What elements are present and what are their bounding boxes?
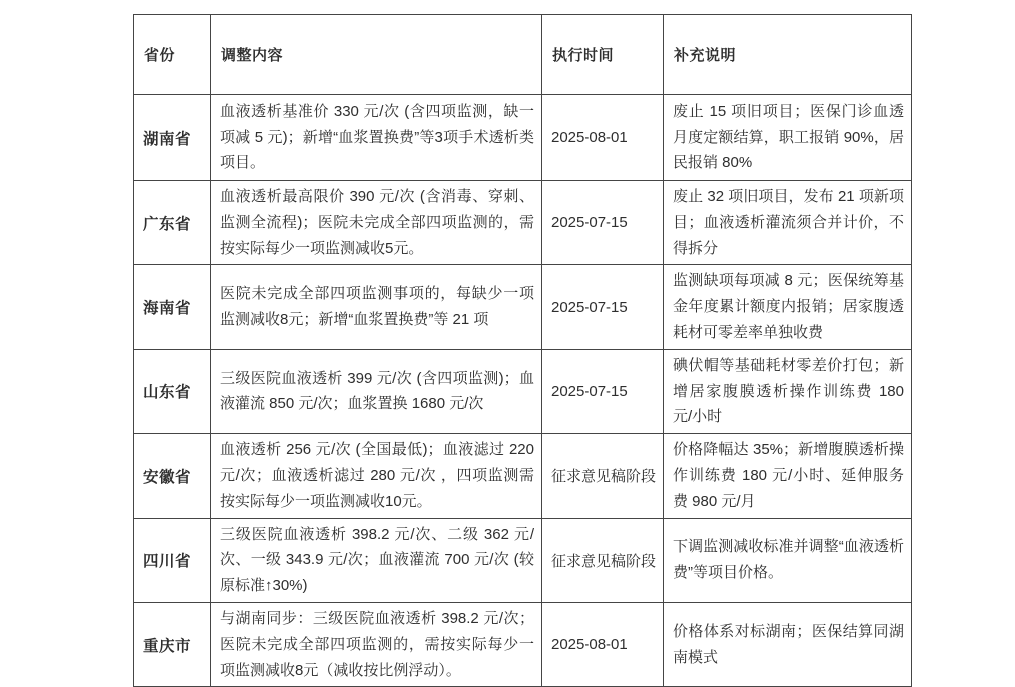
adjustment-content-cell: 与湖南同步：三级医院血液透析 398.2 元/次；医院未完成全部四项监测的，需按实际每少一项监测减收8元（减收按比例浮动）。 (211, 602, 542, 686)
dialysis-price-table-container (133, 14, 912, 687)
column-header-supplement-notes: 补充说明 (664, 15, 912, 95)
supplement-notes-cell: 废止 32 项旧项目，发布 21 项新项目；血液透析灌流须合并计价，不得拆分 (664, 181, 912, 265)
table-row (134, 181, 912, 265)
execution-time-cell: 2025-08-01 (542, 95, 664, 181)
supplement-notes-cell: 监测缺项每项减 8 元；医保统筹基金年度累计额度内报销；居家腹透耗材可零差率单独收费 (664, 265, 912, 349)
province-cell: 四川省 (134, 518, 211, 602)
execution-time-cell: 2025-07-15 (542, 349, 664, 433)
dialysis-price-table (133, 14, 912, 687)
execution-time-cell: 2025-07-15 (542, 181, 664, 265)
header-row (134, 15, 912, 95)
table-row (134, 265, 912, 349)
table-row (134, 434, 912, 518)
column-header-province: 省份 (134, 15, 211, 95)
province-cell: 山东省 (134, 349, 211, 433)
table-row (134, 602, 912, 686)
column-header-adjustment-content: 调整内容 (211, 15, 542, 95)
province-cell: 安徽省 (134, 434, 211, 518)
adjustment-content-cell: 三级医院血液透析 399 元/次 (含四项监测)；血液灌流 850 元/次；血浆置换 1680 元/次 (211, 349, 542, 433)
execution-time-cell: 2025-08-01 (542, 602, 664, 686)
supplement-notes-cell: 价格降幅达 35%；新增腹膜透析操作训练费 180 元/小时、延伸服务费 980 元/月 (664, 434, 912, 518)
province-cell: 湖南省 (134, 95, 211, 181)
supplement-notes-cell: 价格体系对标湖南；医保结算同湖南模式 (664, 602, 912, 686)
adjustment-content-cell: 血液透析最高限价 390 元/次 (含消毒、穿刺、监测全流程)；医院未完成全部四项监测的，需按实际每少一项监测减收5元。 (211, 181, 542, 265)
table-row (134, 95, 912, 181)
execution-time-cell: 征求意见稿阶段 (542, 518, 664, 602)
province-cell: 海南省 (134, 265, 211, 349)
execution-time-cell: 2025-07-15 (542, 265, 664, 349)
adjustment-content-cell: 三级医院血液透析 398.2 元/次、二级 362 元/次、一级 343.9 元/次；血液灌流 700 元/次 (较原标准↑30%) (211, 518, 542, 602)
adjustment-content-cell: 医院未完成全部四项监测事项的，每缺少一项监测减收8元；新增“血浆置换费”等 21 项 (211, 265, 542, 349)
table-row (134, 518, 912, 602)
supplement-notes-cell: 下调监测减收标准并调整“血液透析费”等项目价格。 (664, 518, 912, 602)
table-row (134, 349, 912, 433)
province-cell: 广东省 (134, 181, 211, 265)
adjustment-content-cell: 血液透析 256 元/次 (全国最低)；血液滤过 220 元/次；血液透析滤过 280 元/次 ，四项监测需按实际每少一项监测减收10元。 (211, 434, 542, 518)
column-header-execution-time: 执行时间 (542, 15, 664, 95)
supplement-notes-cell: 碘伏帽等基础耗材零差价打包；新增居家腹膜透析操作训练费 180 元/小时 (664, 349, 912, 433)
adjustment-content-cell: 血液透析基准价 330 元/次 (含四项监测，缺一项减 5 元)；新增“血浆置换费”等3项手术透析类项目。 (211, 95, 542, 181)
province-cell: 重庆市 (134, 602, 211, 686)
execution-time-cell: 征求意见稿阶段 (542, 434, 664, 518)
supplement-notes-cell: 废止 15 项旧项目；医保门诊血透月度定额结算，职工报销 90%，居民报销 80% (664, 95, 912, 181)
